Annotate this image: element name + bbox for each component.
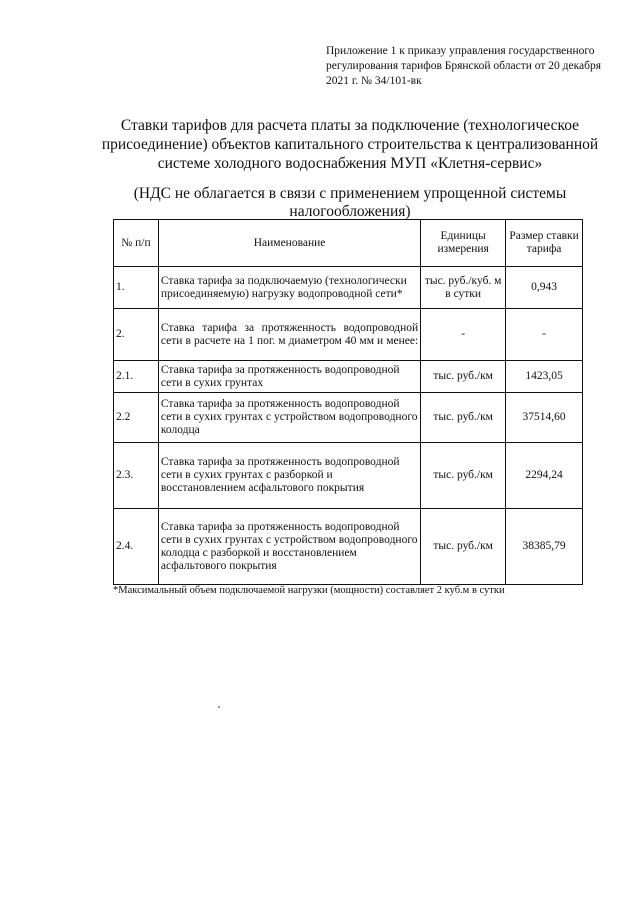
table-row (114, 267, 583, 309)
table-row (114, 361, 583, 393)
row-unit: тыс. руб./км (421, 443, 506, 509)
row-name: Ставка тарифа за протяженность водопроводной сети в сухих грунтах с устройством водопроводного колодца с разборкой и восстановлением асфальтового покрытия (158, 509, 420, 585)
row-value: 38385,79 (506, 509, 583, 585)
row-unit: - (421, 309, 506, 361)
table-row (114, 443, 583, 509)
row-num: 2.2 (114, 393, 159, 443)
row-unit: тыс. руб./куб. м в сутки (421, 267, 506, 309)
row-name: Ставка тарифа за протяженность водопроводной сети в сухих грунтах с устройством водопроводного колодца (158, 393, 420, 443)
header-value: Размер ставки тарифа (506, 220, 583, 267)
row-name: Ставка тарифа за протяженность водопроводной сети в сухих грунтах с разборкой и восстановлением асфальтового покрытия (158, 443, 420, 509)
header-name: Наименование (158, 220, 420, 267)
row-num: 1. (114, 267, 159, 309)
table-row (114, 393, 583, 443)
document-title: Ставки тарифов для расчета платы за подключение (технологическое присоединение) объектов капитального строительства к централизованной системе холодного водоснабжения МУП «Клетня-сервис» (101, 117, 599, 172)
appendix-note: Приложение 1 к приказу управления государственного регулирования тарифов Брянской области от 20 декабря 2021 г. № 34/101-вк (326, 45, 601, 87)
row-num: 2.1. (114, 361, 159, 393)
footnote: *Максимальный объем подключаемой нагрузки (мощности) составляет 2 куб.м в сутки (113, 585, 505, 596)
row-num: 2. (114, 309, 159, 361)
row-unit: тыс. руб./км (421, 361, 506, 393)
row-name: Ставка тарифа за протяженность водопроводной сети в сухих грунтах (158, 361, 420, 393)
table-row (114, 309, 583, 361)
table-row (114, 509, 583, 585)
row-value: 2294,24 (506, 443, 583, 509)
tariff-table (113, 219, 583, 585)
row-num: 2.3. (114, 443, 159, 509)
row-value: 37514,60 (506, 393, 583, 443)
row-name: Ставка тарифа за подключаемую (технологически присоединяемую) нагрузку водопроводной сети* (158, 267, 420, 309)
header-unit: Единицы измерения (421, 220, 506, 267)
scan-speck (218, 706, 220, 708)
vat-note: (НДС не облагается в связи с применением упрощенной системы налогообложения) (133, 185, 567, 220)
row-value: - (506, 309, 583, 361)
row-unit: тыс. руб./км (421, 393, 506, 443)
row-num: 2.4. (114, 509, 159, 585)
row-unit: тыс. руб./км (421, 509, 506, 585)
table-header-row (114, 220, 583, 267)
row-value: 0,943 (506, 267, 583, 309)
row-value: 1423,05 (506, 361, 583, 393)
header-num: № п/п (114, 220, 159, 267)
row-name: Ставка тарифа за протяженность водопроводной сети в расчете на 1 пог. м диаметром 40 мм и менее: (158, 309, 420, 361)
